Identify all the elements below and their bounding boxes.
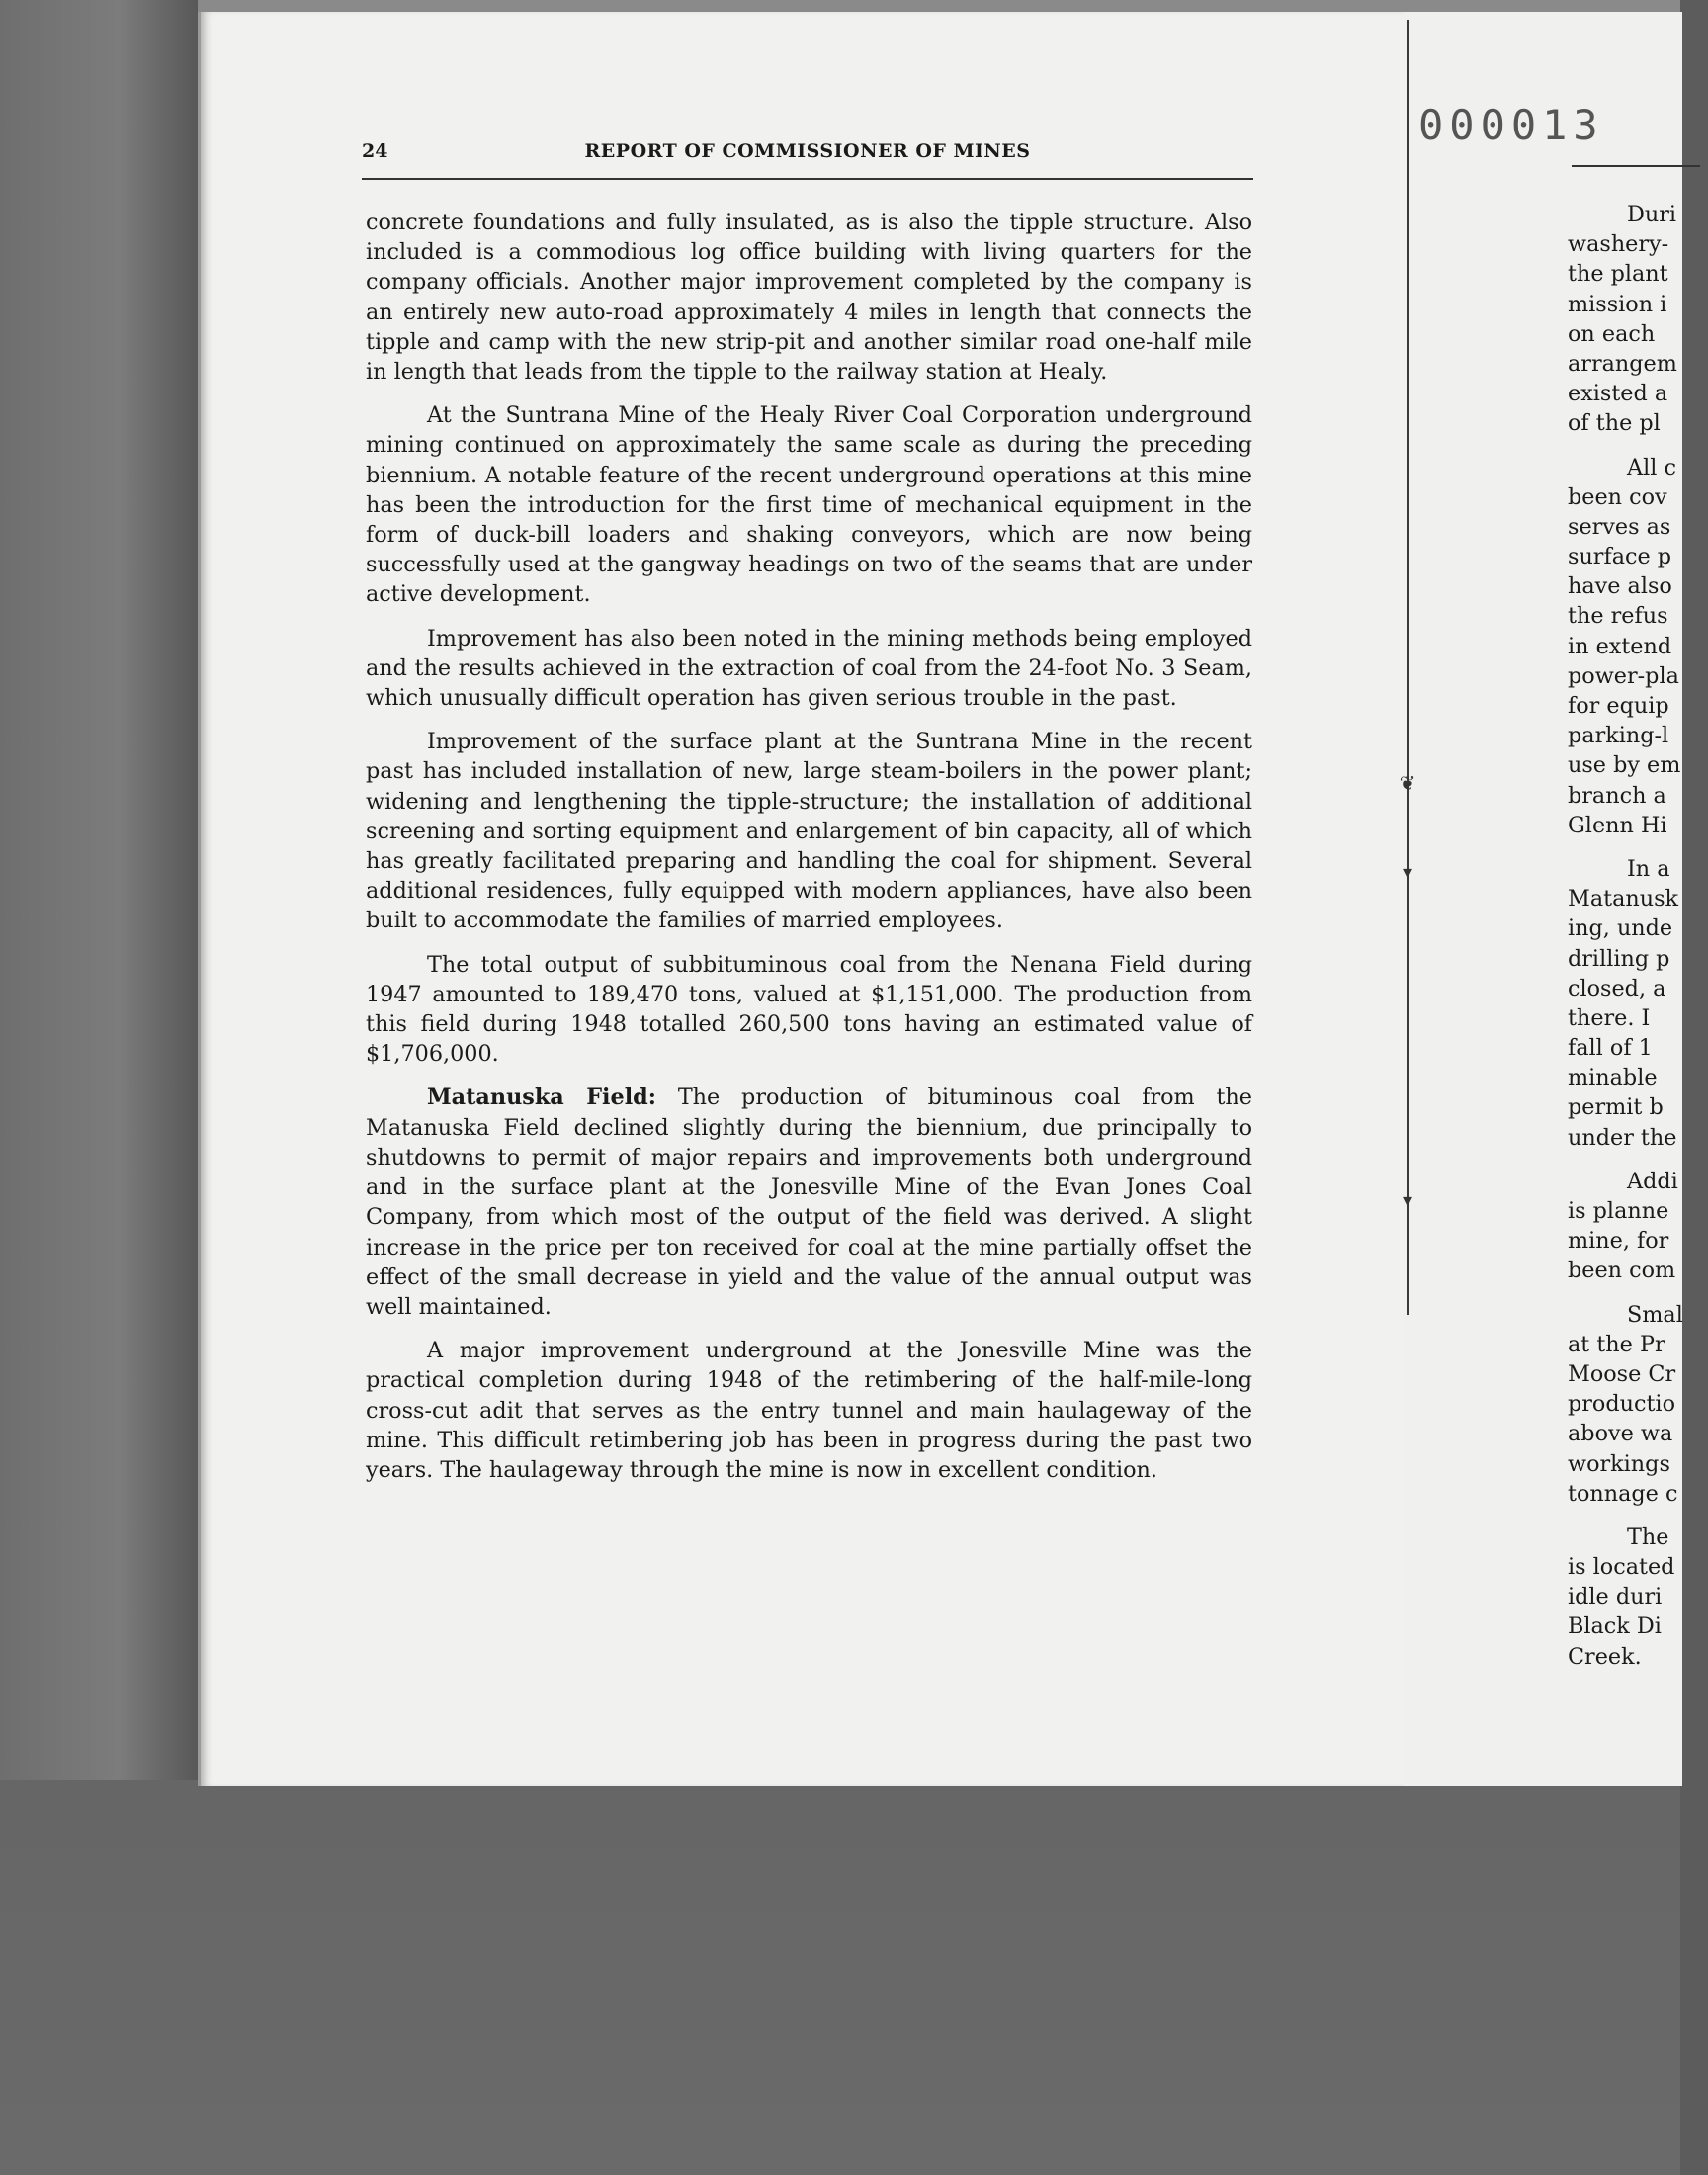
paragraph: Improvement of the surface plant at the Suntrana Mine in the recent past has included installation of new, large steam-boilers in the power plant; widening and lengthening the tipple-structure; the installation of additional screening and sorting equipment and enlargement of bin capacity, all of which has greatly facilitated preparing and handling the coal for shipment. Several additional residences, fully equipped with modern appliances, have also been built to accommodate the families of married employees. <box>366 729 1252 934</box>
right-page-line: of the pl <box>1568 410 1661 437</box>
paragraph: concrete foundations and fully insulated, as is also the tipple structure. Also included is a commodious log office building with living quarters for the company officials. Another major improvement completed by the company is an entirely new auto-road approximately 4 miles in length that connects the tipple and camp with the new strip-pit and another similar road one-half mile in length that leads from the tipple to the railway station at Healy. <box>366 210 1252 386</box>
archive-stamp: 000013 <box>1418 101 1604 149</box>
right-page-line: existed a <box>1568 381 1668 407</box>
right-page-line: the refus <box>1568 603 1668 630</box>
right-page-line: mission i <box>1568 291 1667 317</box>
right-page-line: Glenn Hi <box>1568 812 1667 838</box>
page-fold-line <box>1407 20 1409 1315</box>
right-page-line: arrangem <box>1568 350 1677 377</box>
paragraph-gap <box>1568 1509 1686 1522</box>
right-page-line: been cov <box>1568 483 1667 510</box>
right-page-line: Smal <box>1627 1301 1683 1328</box>
right-page-line: at the Pr <box>1568 1331 1665 1357</box>
binding-mark-icon: ▾ <box>1402 860 1413 884</box>
paragraph-text: The production of bituminous coal from the Matanuska Field declined slightly during the biennium, due principally to shutdowns to permit of major repairs and improvements both underground and in the surface plant at the Jonesville Mine of the Evan Jones Coal Company, from which most of the output of the field was derived. A slight increase in the price per ton received for coal at the mine partially offset the effect of the small decrease in yield and the value of the annual output was well maintained. <box>366 1085 1252 1320</box>
right-page-line: Moose Cr <box>1568 1360 1676 1387</box>
right-page-line: In a <box>1627 855 1670 882</box>
right-page-line: mine, for <box>1568 1228 1669 1255</box>
right-page-line: in extend <box>1568 633 1672 659</box>
page-number: 24 <box>362 140 388 162</box>
right-page-line: washery- <box>1568 231 1669 258</box>
scanner-background-bottom <box>0 1780 1708 2175</box>
right-page-text-fragments <box>1568 200 1686 1672</box>
right-page-line: workings <box>1568 1450 1670 1477</box>
right-page-line: power-pla <box>1568 662 1679 689</box>
right-page-line: the plant <box>1568 261 1668 288</box>
right-page-line: surface p <box>1568 544 1672 570</box>
right-page-line: been com <box>1568 1258 1676 1284</box>
right-page-line: closed, a <box>1568 975 1666 1001</box>
paragraph-gap <box>1568 439 1686 453</box>
right-page-line: All c <box>1627 454 1676 480</box>
right-page-line: drilling p <box>1568 945 1670 972</box>
right-page-line: tonnage c <box>1568 1480 1678 1507</box>
right-page-line: Addi <box>1627 1168 1678 1194</box>
right-page-line: use by em <box>1568 752 1681 779</box>
paragraph: The total output of subbituminous coal from the Nenana Field during 1947 amounted to 189,470 tons, valued at $1,151,000. The production from this field during 1948 totalled 260,500 tons having an estimated value of $1,706,000. <box>366 951 1252 1068</box>
running-head: REPORT OF COMMISSIONER OF MINES <box>584 140 1031 162</box>
paragraph-gap <box>1568 1286 1686 1300</box>
left-page-body <box>366 208 1252 1499</box>
right-page-line: Duri <box>1627 202 1677 227</box>
right-page-line: Black Di <box>1568 1613 1662 1640</box>
right-page-header-rule <box>1572 165 1700 167</box>
right-page-line: for equip <box>1568 693 1669 719</box>
right-page-line: idle duri <box>1568 1584 1663 1610</box>
paragraph-gap <box>1568 1153 1686 1167</box>
right-page-line: fall of 1 <box>1568 1035 1653 1062</box>
right-page-line: under the <box>1568 1124 1677 1151</box>
right-page-line: minable <box>1568 1065 1658 1091</box>
paragraph: A major improvement underground at the Jonesville Mine was the practical completion during 1948 of the retimbering of the half-mile-long cross-cut adit that serves as the entry tunnel and main haulageway of the mine. This difficult retimbering job has been in progress during the past two years. The haulageway through the mine is now in excellent condition. <box>366 1338 1252 1483</box>
paragraph-gap <box>1568 840 1686 854</box>
right-page-line: branch a <box>1568 782 1666 809</box>
paragraph: Improvement has also been noted in the mining methods being employed and the results achieved in the extraction of coal from the 24-foot No. 3 Seam, which unusually difficult operation has given serious trouble in the past. <box>366 625 1252 712</box>
right-page-line: is planne <box>1568 1198 1669 1224</box>
right-page-line: permit b <box>1568 1094 1664 1121</box>
right-page-line: Creek. <box>1568 1643 1642 1670</box>
binding-mark-icon: ❦ <box>1399 771 1416 795</box>
right-page-line: The <box>1627 1523 1669 1550</box>
right-page-line: Matanusk <box>1568 886 1679 913</box>
right-page-line: above wa <box>1568 1421 1673 1447</box>
right-page-line: is located <box>1568 1554 1675 1581</box>
binding-mark-icon: ▾ <box>1402 1188 1413 1212</box>
section-heading: Matanuska Field: <box>427 1085 656 1111</box>
paragraph-matanuska <box>366 1083 1252 1322</box>
right-page-line: productio <box>1568 1391 1675 1418</box>
right-page-line: have also <box>1568 573 1672 600</box>
right-page-line: on each <box>1568 320 1656 347</box>
right-page-line: there. I <box>1568 1004 1651 1031</box>
right-page-line: serves as <box>1568 513 1671 540</box>
page-header <box>362 138 1253 180</box>
right-page-line: parking-l <box>1568 723 1669 749</box>
paragraph: At the Suntrana Mine of the Healy River Coal Corporation underground mining continued on approximately the same scale as during the preceding biennium. A notable feature of the recent underground operations at this mine has been the introduction for the first time of mechanical equipment in the form of duck-bill loaders and shaking conveyors, which are now being successfully used at the gangway headings on two of the seams that are under active development. <box>366 402 1252 608</box>
right-page-line: ing, unde <box>1568 915 1673 942</box>
